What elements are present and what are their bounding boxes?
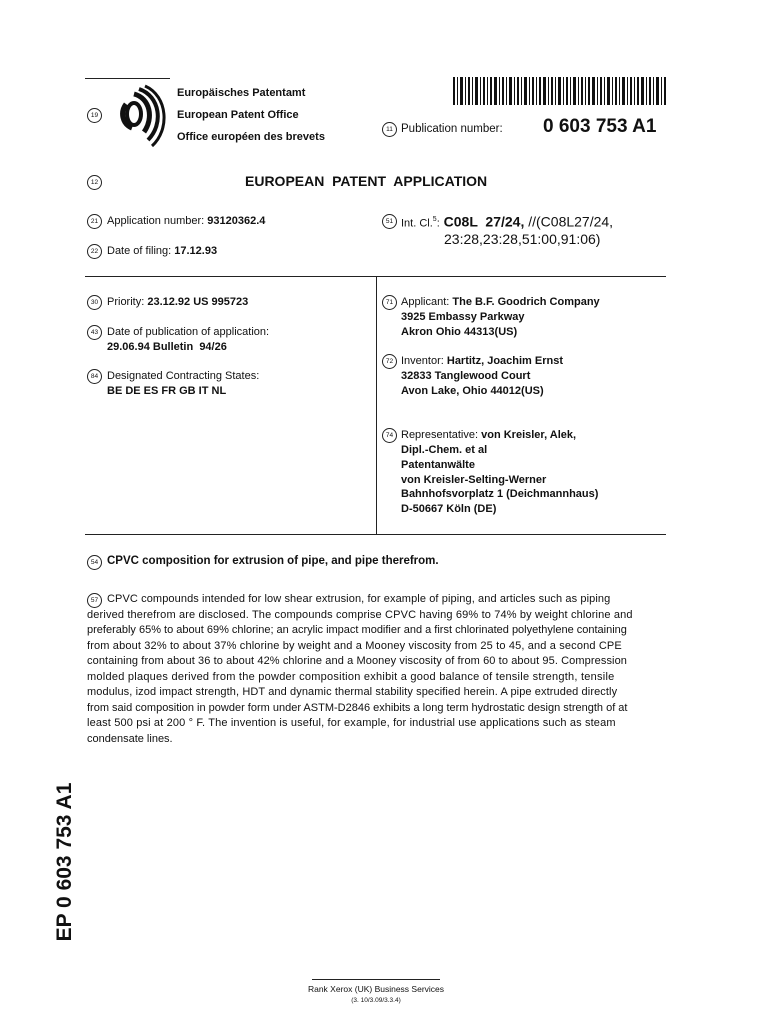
document-type: EUROPEAN PATENT APPLICATION — [245, 173, 488, 189]
priority-value: 23.12.92 US 995723 — [147, 296, 249, 308]
int-cl-colon: : — [436, 217, 440, 230]
priority-label: Priority: — [107, 296, 145, 308]
code-84: 84 — [87, 369, 102, 384]
code-43: 43 — [87, 325, 102, 340]
inventor-label: Inventor: — [401, 355, 444, 367]
publication-number-label: Publication number: — [401, 123, 503, 135]
applicant-label: Applicant: — [401, 296, 450, 308]
code-21: 21 — [87, 214, 102, 229]
code-54: 54 — [87, 555, 102, 570]
publication-date-label: Date of publication of application: — [107, 326, 270, 338]
office-names — [177, 82, 325, 148]
filing-date-value: 17.12.93 — [174, 245, 218, 257]
representative-name: von Kreisler, Alek, — [481, 429, 577, 441]
priority — [107, 295, 248, 310]
int-cl-label: Int. Cl. — [401, 217, 433, 230]
application-number — [107, 214, 265, 229]
code-19: 19 — [87, 108, 102, 123]
abstract-line: containing from about 36 to about 42% chlorine and a Mooney viscosity of from 60 to about 95. Compression — [87, 655, 628, 667]
representative — [401, 428, 576, 443]
code-11: 11 — [382, 122, 397, 137]
footer-printer: Rank Xerox (UK) Business Services — [307, 984, 445, 994]
office-name-en: European Patent Office — [177, 109, 299, 121]
int-cl-line2: 23:28,23:28,51:00,91:06) — [444, 231, 601, 247]
applicant-city: Akron Ohio 44313(US) — [401, 326, 518, 338]
applicant — [401, 295, 600, 310]
applicant-street: 3925 Embassy Parkway — [401, 311, 525, 323]
applicant-name: The B.F. Goodrich Company — [452, 296, 600, 308]
barcode — [453, 77, 666, 105]
footer-code: (3. 10/3.09/3.3.4) — [351, 997, 401, 1004]
representative-line-5: Bahnhofsvorplatz 1 (Deichmannhaus) — [401, 488, 599, 500]
publication-number: 0 603 753 A1 — [543, 116, 657, 137]
representative-line-6: D-50667 Köln (DE) — [401, 503, 497, 515]
code-12: 12 — [87, 175, 102, 190]
int-cl-rest: //(C08L27/24, — [528, 213, 614, 230]
abstract-line: preferably 65% to about 69% chlorine; an acrylic impact modifier and a first chlorinated polyethylene containing — [87, 624, 627, 636]
abstract — [87, 592, 667, 747]
rule-bottom — [85, 534, 666, 535]
code-71: 71 — [382, 295, 397, 310]
side-publication-number: EP 0 603 753 A1 — [53, 782, 76, 942]
footer-rule — [312, 979, 440, 980]
office-name-fr: Office européen des brevets — [177, 131, 325, 143]
code-30: 30 — [87, 295, 102, 310]
abstract-line: modulus, izod impact strength, HDT and dynamic thermal stability specified herein. A pipe extruded directly — [87, 686, 618, 698]
representative-line-3: Patentanwälte — [401, 459, 475, 471]
abstract-line: molded plaques derived from the powder composition exhibit a good balance of tensile strength, tensile — [87, 670, 615, 683]
code-74: 74 — [382, 428, 397, 443]
filing-date-label: Date of filing: — [107, 245, 172, 257]
inventor-street: 32833 Tanglewood Court — [401, 370, 531, 382]
abstract-line: condensate lines. — [87, 732, 173, 745]
filing-date — [107, 244, 217, 259]
inventor-city: Avon Lake, Ohio 44012(US) — [401, 385, 544, 397]
abstract-line: from said composition in powder form under ASTM-D2846 exhibits a long term hydrostatic design strength of at — [87, 701, 628, 714]
application-number-label: Application number: — [107, 215, 205, 227]
abstract-line: derived therefrom are disclosed. The compounds comprise CPVC having 69% to 74% by weight chlorine and — [87, 608, 633, 621]
application-number-value: 93120362.4 — [207, 215, 266, 227]
abstract-line: least 500 psi at 200 ° F. The invention is useful, for example, for industrial use applications such as steam — [87, 717, 616, 729]
designated-states-label: Designated Contracting States: — [107, 370, 260, 382]
rule-center — [376, 276, 377, 534]
code-22: 22 — [87, 244, 102, 259]
abstract-line: CPVC compounds intended for low shear extrusion, for example of piping, and articles such as piping — [107, 593, 611, 605]
designated-states-value: BE DE ES FR GB IT NL — [107, 385, 227, 397]
representative-label: Representative: — [401, 429, 479, 441]
representative-line-2: Dipl.-Chem. et al — [401, 444, 488, 456]
inventor-name: Hartitz, Joachim Ernst — [446, 355, 564, 367]
office-name-de: Europäisches Patentamt — [177, 87, 306, 99]
code-57: 57 — [87, 593, 102, 608]
representative-line-4: von Kreisler-Selting-Werner — [401, 474, 547, 486]
inventor — [401, 354, 563, 369]
epo-logo — [112, 84, 168, 148]
header-rule — [85, 78, 170, 79]
abstract-line: from about 32% to about 37% chlorine by weight and a Mooney viscosity from 25 to 45, and a second CPE — [87, 639, 622, 652]
invention-title: CPVC composition for extrusion of pipe, and pipe therefrom. — [107, 555, 439, 567]
int-cl-edition: 5 — [432, 216, 437, 223]
code-51: 51 — [382, 214, 397, 229]
int-cl-main: C08L 27/24, — [443, 213, 525, 230]
code-72: 72 — [382, 354, 397, 369]
publication-date-value: 29.06.94 Bulletin 94/26 — [107, 341, 227, 353]
